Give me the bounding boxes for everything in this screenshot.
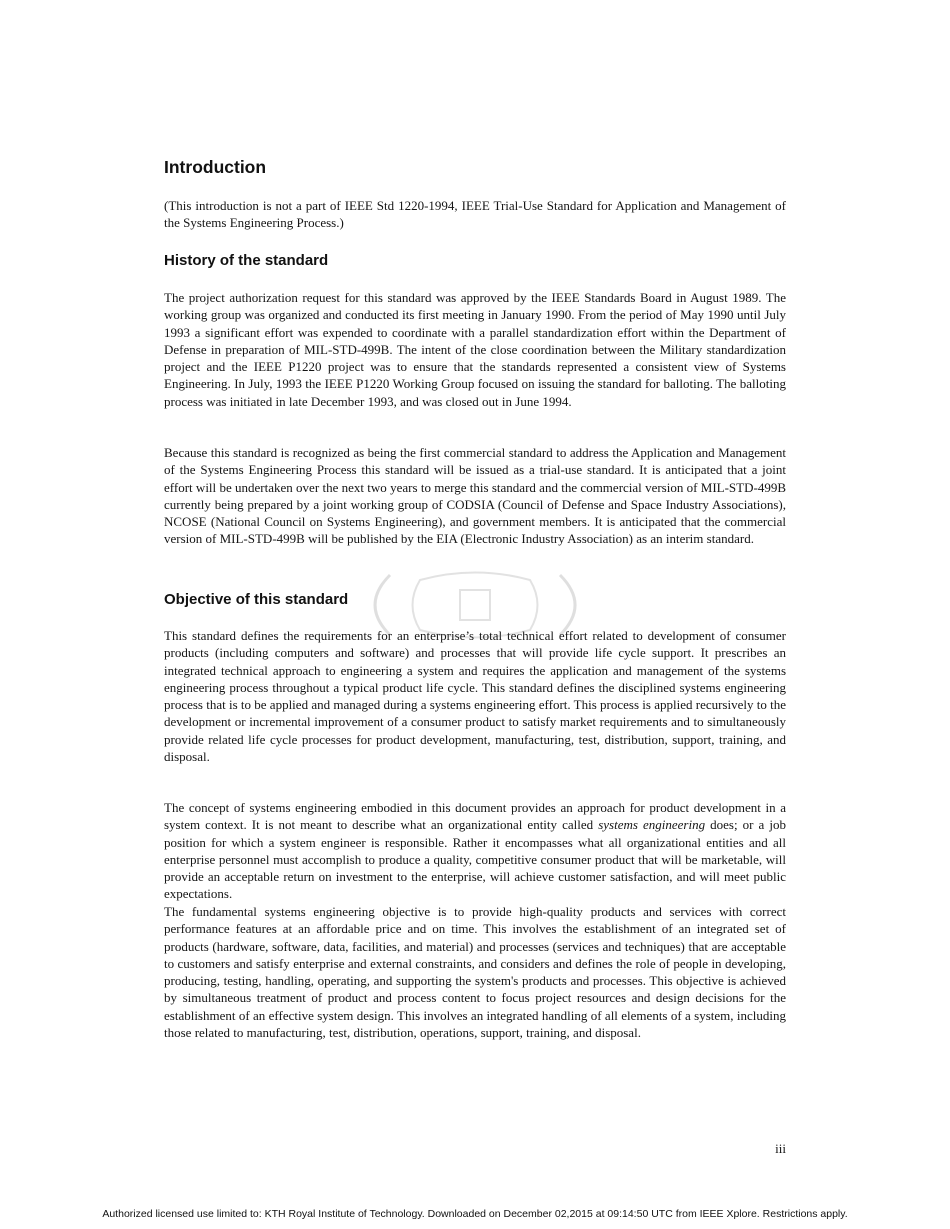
- objective-title: Objective of this standard: [164, 591, 349, 608]
- license-footer: Authorized licensed use limited to: KTH Royal Institute of Technology. Downloaded on December 02,2015 at 09:14:50 UTC from IEEE Xplore. Restrictions apply.: [102, 1208, 848, 1220]
- history-paragraph-2: Because this standard is recognized as being the first commercial standard to address the Application and Management of the Systems Engineering Process this standard will be issued as a trial-use standard. It is anticipated that a joint effort will be undertaken over the next two years to merge this standard and the commercial version of MIL-STD-499B currently being prepared by a joint working group of CODSIA (Council of Defense and Space Industry Associations), NCOSE (National Council on Systems Engineering), and government members. It is anticipated that the commercial version of MIL-STD-499B will be published by the EIA (Electronic Industry Association) as an interim standard.: [164, 445, 786, 547]
- introduction-note: (This introduction is not a part of IEEE Std 1220-1994, IEEE Trial-Use Standard for Application and Management of the Systems Engineering Process.): [164, 198, 786, 231]
- objective-paragraph-2-emphasis: systems engineering: [598, 817, 706, 833]
- introduction-title: Introduction: [164, 157, 267, 177]
- objective-paragraph-2-lead: The concept of systems engineering embodied in this document provides an approach for product development in a system context. It is not meant to describe what an organizational entity called: [164, 800, 786, 833]
- page-number: iii: [775, 1141, 786, 1156]
- objective-paragraph-2-tail: does; or a job position for which a system engineer is responsible. Rather it encompasses what all organizational entities and all enterprise personnel must accomplish to produce a quality, competitive consumer product that will be marketable, will provide an acceptable return on investment to the enterprise, will achieve customer satisfaction, and will meet public expectations.: [164, 817, 787, 902]
- objective-paragraph-3: The fundamental systems engineering objective is to provide high-quality products and services with correct performance features at an affordable price and on time. This involves the establishment of an integrated set of products (hardware, software, data, facilities, and material) and processes (services and techniques) that are acceptable to customers and satisfy enterprise and external constraints, and considers and defines the role of people in developing, producing, testing, handling, operating, and supporting the system's products and processes. This objective is achieved by simultaneous treatment of product and process content to focus project resources and design decisions for the establishment of an effective system design. This involves an integrated handling of all elements of a system, including those related to manufacturing, test, distribution, operations, support, training, and disposal.: [164, 904, 786, 1041]
- objective-paragraph-1: This standard defines the requirements for an enterprise’s total technical effort related to development of consumer products (including computers and software) and processes that will provide life cycle support. It prescribes an integrated technical approach to engineering a system and requires the application and management of the systems engineering process throughout a typical product life cycle. This standard defines the disciplined systems engineering process that is to be applied and managed during a systems engineering effort. This process is applied recursively to the development or incremental improvement of a consumer product to satisfy market requirements and to simultaneously provide related life cycle processes for product development, manufacturing, test, distribution, support, training, and disposal.: [164, 628, 786, 765]
- history-title: History of the standard: [164, 252, 329, 269]
- history-paragraph-1: The project authorization request for this standard was approved by the IEEE Standards Board in August 1989. The working group was organized and conducted its first meeting in January 1990. From the period of May 1990 until July 1993 a significant effort was expended to coordinate with a parallel standardization effort within the Department of Defense in preparation of MIL-STD-499B. The intent of the close coordination between the Military standardization project and the IEEE P1220 project was to ensure that the standards represented a consistent view of Systems Engineering. In July, 1993 the IEEE P1220 Working Group focused on issuing the standard for balloting. The balloting process was initiated in late December 1993, and was closed out in June 1994.: [164, 290, 786, 409]
- objective-paragraph-2: [164, 799, 786, 903]
